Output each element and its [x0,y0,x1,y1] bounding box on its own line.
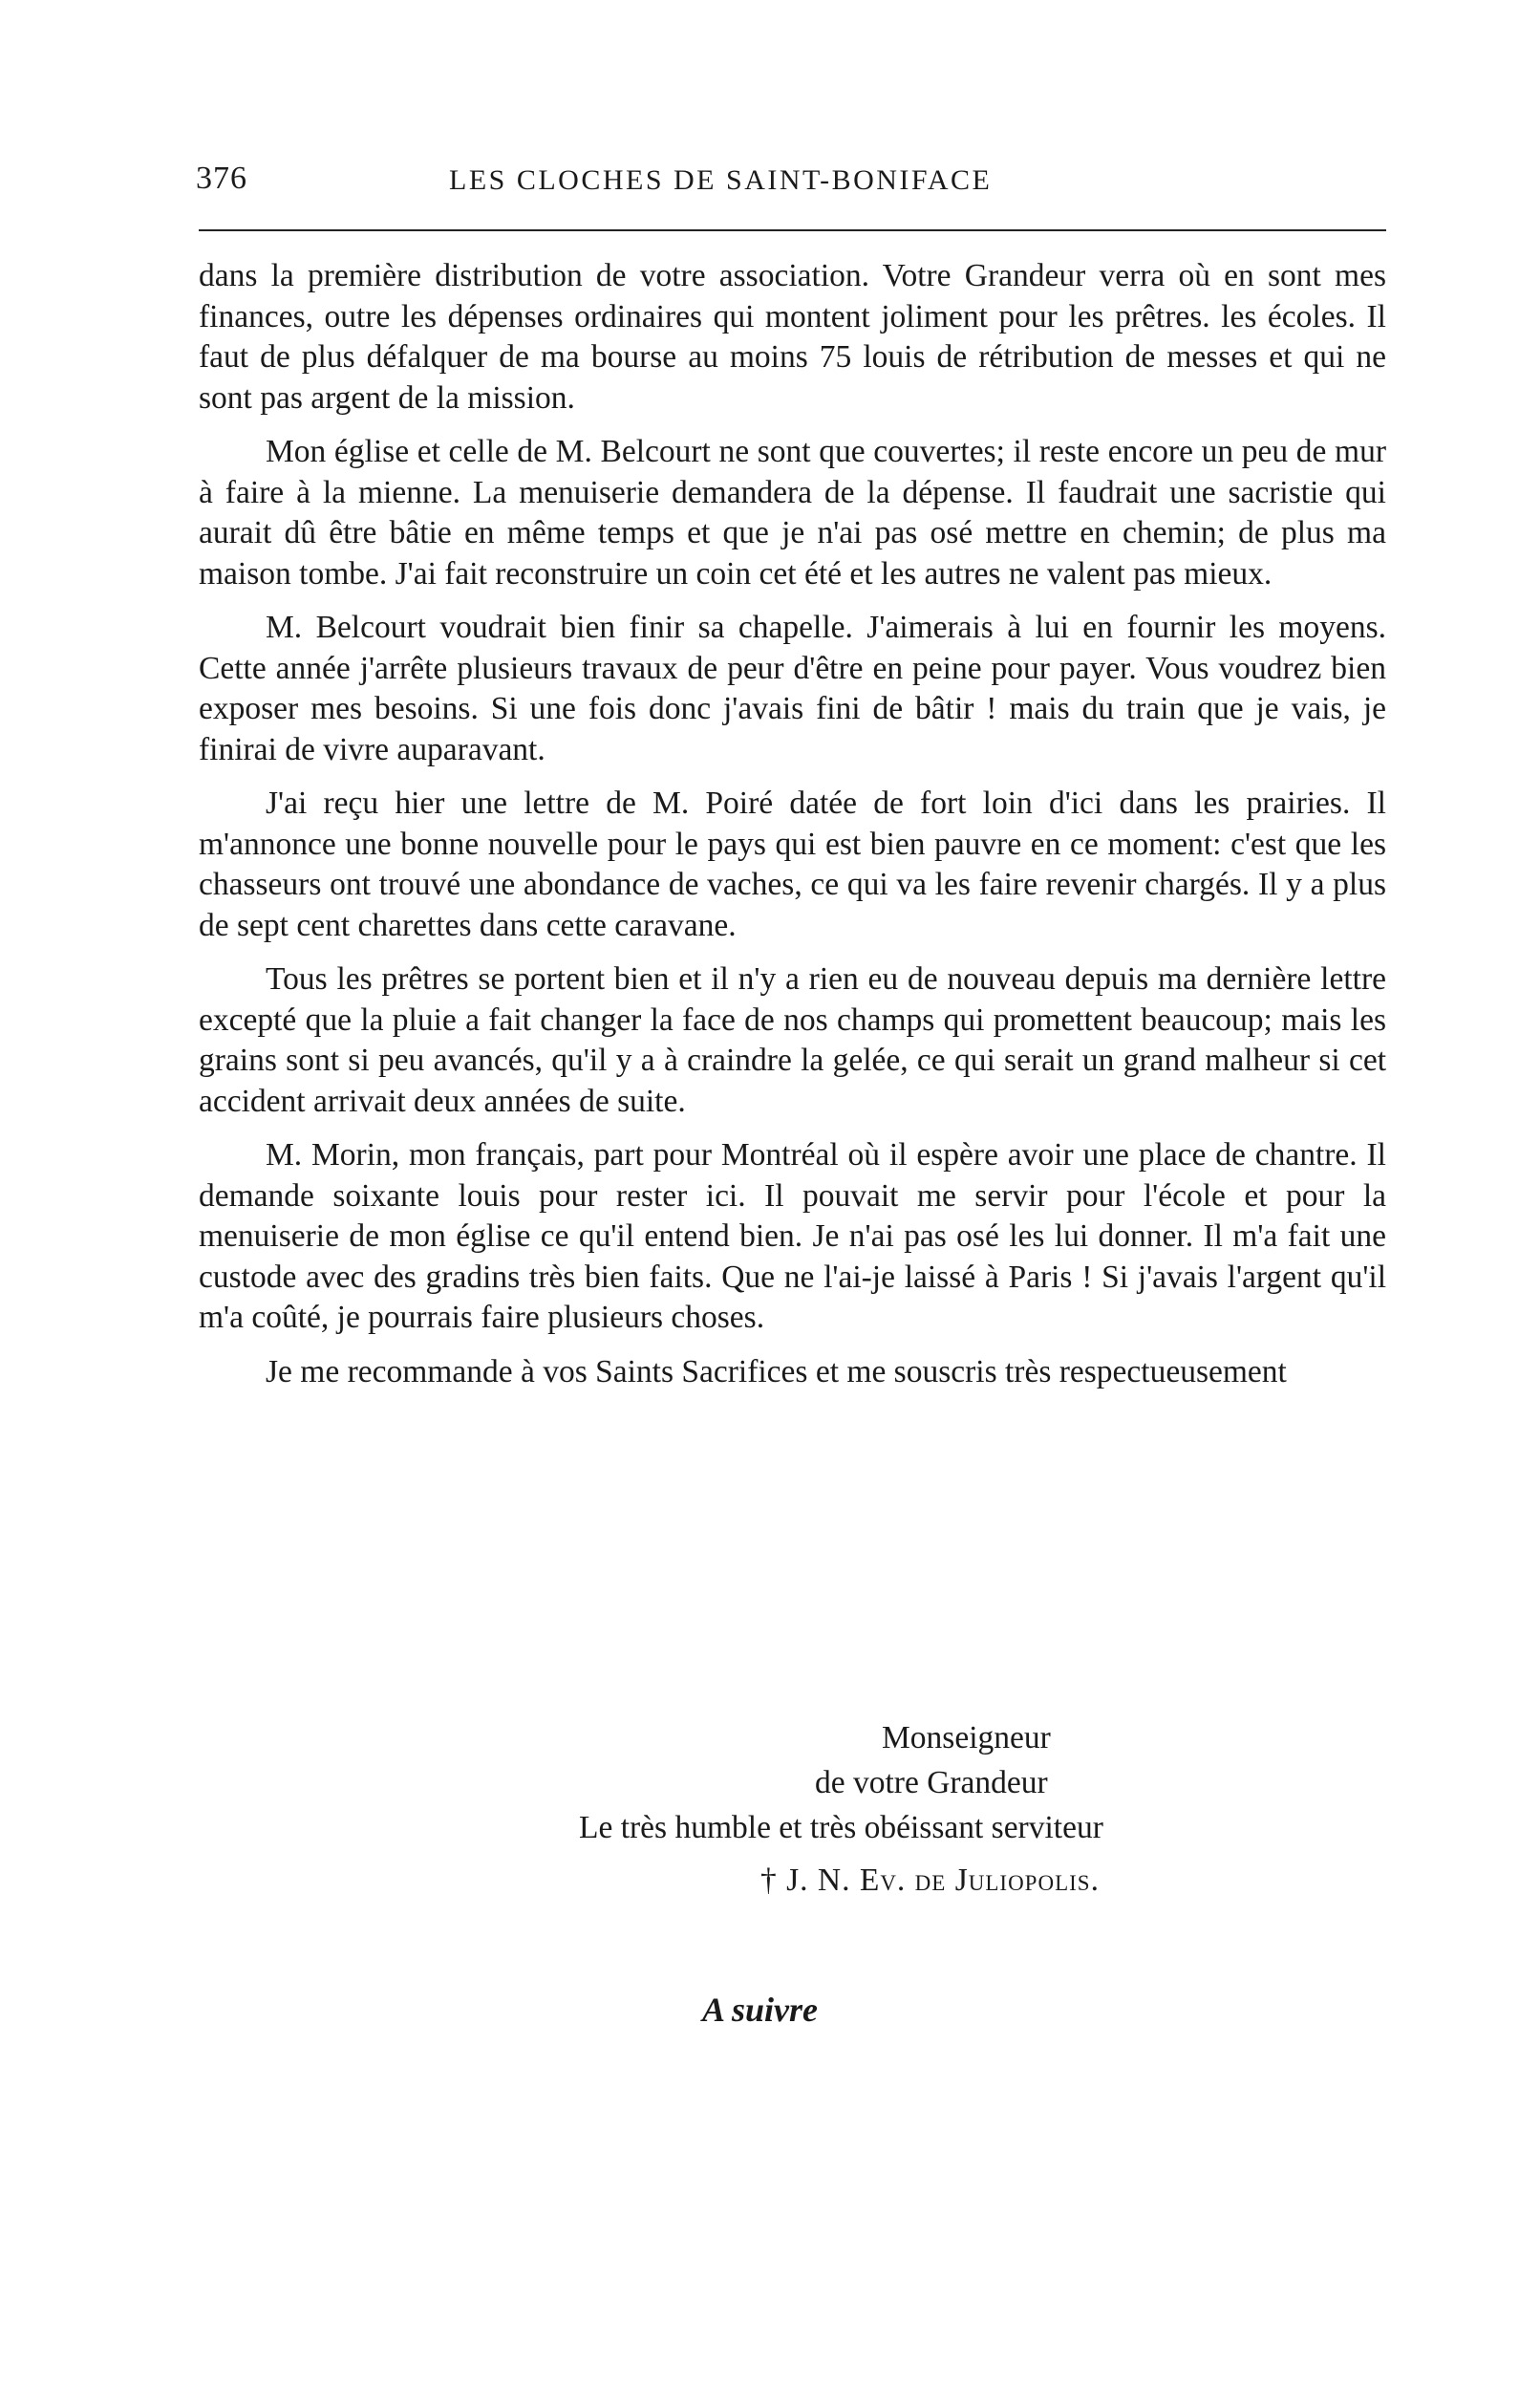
running-head [196,161,1390,208]
paragraph-4: J'ai reçu hier une lettre de M. Poiré datée de fort loin d'ici dans les prairies. Il m'annonce une bonne nouvelle pour le pays qui est bien pauvre en ce moment: c'est que les chasseurs ont trouvé une abondance de vaches, ce qui va les faire revenir chargés. Il y a plus de sept cent charettes dans cette caravane. [199,786,1386,943]
paragraph-6: M. Morin, mon français, part pour Montréal où il espère avoir une place de chantre. Il demande soixante louis pour rester ici. Il pouvait me servir pour l'école et pour la menuiserie de mon église ce qu'il entend bien. Je n'ai pas osé les lui donner. Il m'a fait une custode avec des gradins très bien faits. Que ne l'ai-je laissé à Paris ! Si j'avais l'argent qu'il m'a coûté, je pourrais faire plusieurs choses. [199,1137,1386,1335]
closing-line: de votre Grandeur [815,1765,1048,1800]
running-title: LES CLOCHES DE SAINT-BONIFACE [449,164,993,196]
paragraph-3: M. Belcourt voudrait bien finir sa chapelle. J'aimerais à lui en fournir les moyens. Cette année j'arrête plusieurs travaux de peur d'être en peine pour payer. Vous voudrez bien exposer mes besoins. Si une fois donc j'avais fini de bâtir ! mais du train que je vais, je finirai de vivre auparavant. [199,610,1386,767]
continued-note: A suivre [702,1991,819,2029]
paragraph-2: Mon église et celle de M. Belcourt ne sont que couvertes; il reste encore un peu de mur à faire à la mienne. La menuiserie demandera de la dépense. Il faudrait une sacristie qui aurait dû être bâtie en même temps et que je n'ai pas osé mettre en chemin; de plus ma maison tombe. J'ai fait reconstruire un coin cet été et les autres ne valent pas mieux. [199,434,1386,592]
page-number: 376 [196,161,247,196]
letter-closing [199,1715,1386,1903]
paragraph-7: Je me recommande à vos Saints Sacrifices et me souscris très respectueusement [266,1353,1287,1389]
salutation-line: Monseigneur [882,1720,1051,1755]
paragraph-1: dans la première distribution de votre association. Votre Grandeur verra où en sont mes finances, outre les dépenses ordinaires qui montent joliment pour les prêtres. les écoles. Il faut de plus défalquer de ma bourse au moins 75 louis de rétribution de messes et qui ne sont pas argent de la mission. [199,258,1386,416]
letter-body [199,256,1386,1406]
header-rule [199,229,1386,231]
servant-line: Le très humble et très obéissant serviteur [579,1810,1103,1845]
paragraph-5: Tous les prêtres se portent bien et il n'y a rien eu de nouveau depuis ma dernière lettre excepté que la pluie a fait changer la face de nos champs qui promettent beaucoup; mais les grains sont si peu avancés, qu'il y a à craindre la gelée, ce qui serait un grand malheur si cet accident arrivait deux années de suite. [199,961,1386,1119]
signature: † J. N. Ev. de Juliopolis. [760,1862,1100,1898]
